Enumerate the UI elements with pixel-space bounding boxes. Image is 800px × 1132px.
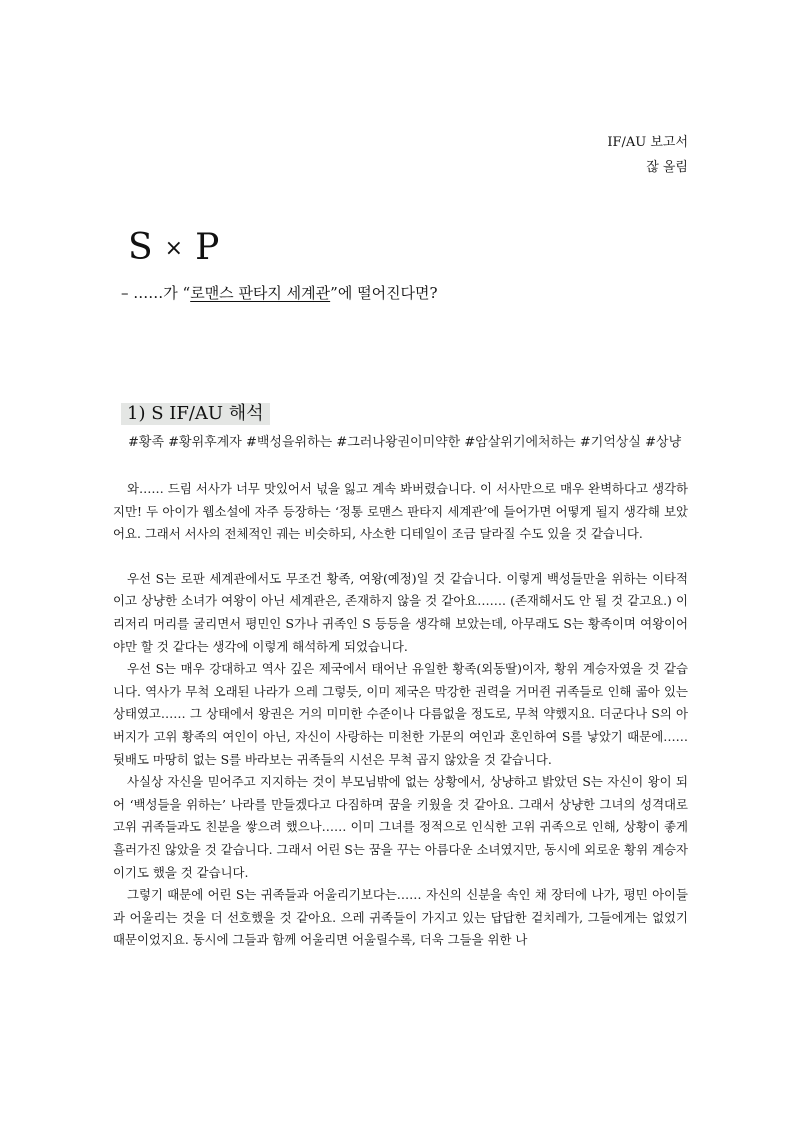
- paragraph: 우선 S는 로판 세계관에서도 무조건 황족, 여왕(예정)일 것 같습니다. 이렇게 백성들만을 위하는 이타적이고 상냥한 소녀가 여왕이 아닌 세계관은, 존재하지 않을 것 같아요……. (존재해서도 안 될 것 같고요.) 이리저리 머리를 굴리면서 평민인 S가나 귀족인 S 등등을 생각해 보았는데, 아무래도 S는 황족이며 여왕이어야만 할 것 같다는 생각에 이렇게 해석하게 되었습니다.: [113, 570, 688, 654]
- subtitle-prefix: – ……가 “: [121, 284, 191, 302]
- section-heading: 1) S IF/AU 해석: [121, 403, 270, 425]
- paragraph: 그렇기 때문에 어린 S는 귀족들과 어울리기보다는…… 자신의 신분을 속인 채 장터에 나가, 평민 아이들과 어울리는 것을 더 선호했을 것 같아요. 으레 귀족들이 가지고 있는 답답한 겉치레가, 그들에게는 없었기 때문이었지요. 동시에 그들과 함께 어울리면 어울릴수록, 더욱 그들을 위한 나: [113, 887, 688, 948]
- title-right: P: [195, 227, 222, 268]
- report-label: IF/AU 보고서: [607, 135, 688, 150]
- times-symbol: ×: [164, 236, 186, 261]
- subtitle: [121, 282, 438, 304]
- body-text: [113, 478, 688, 952]
- hashtag-line: #황족 #황위후계자 #백성을위하는 #그러나왕권이미약한 #암살위기에처하는 #기억상실 #상냥: [128, 435, 682, 450]
- paragraph: 와…… 드림 서사가 너무 맛있어서 넋을 잃고 계속 봐버렸습니다. 이 서사만으로 매우 완벽하다고 생각하지만! 두 아이가 웹소설에 자주 등장하는 ‘정통 로맨스 판타지 세계관’에 들어가면 어떻게 될지 생각해 보았어요. 그래서 서사의 전체적인 궤는 비슷하되, 사소한 디테일이 조금 달라질 수도 있을 것 같습니다.: [113, 481, 688, 542]
- author-line: 잖 올림: [646, 160, 688, 175]
- report-meta: [607, 130, 688, 180]
- subtitle-suffix: ”에 떨어진다면?: [330, 284, 438, 302]
- subtitle-highlight: 로맨스 판타지 세계관: [190, 284, 331, 302]
- title-left: S: [128, 227, 155, 268]
- paragraph: 우선 S는 매우 강대하고 역사 깊은 제국에서 태어난 유일한 황족(외동딸)이자, 황위 계승자였을 것 같습니다. 역사가 무척 오래된 나라가 으레 그렇듯, 이미 제국은 막강한 권력을 거머쥔 귀족들로 인해 곪아 있는 상태였고…… 그 상태에서 왕권은 거의 미미한 수준이나 다름없을 정도로, 무척 약했지요. 더군다나 S의 아버지가 고위 황족의 여인이 아닌, 자신이 사랑하는 미천한 가문의 여인과 혼인하여 S를 낳았기 때문에…… 뒷배도 마땅히 없는 S를 바라보는 귀족들의 시선은 무척 곱지 않았을 것 같습니다.: [113, 661, 688, 767]
- document-title: [128, 228, 221, 273]
- paragraph: 사실상 자신을 믿어주고 지지하는 것이 부모님밖에 없는 상황에서, 상냥하고 밝았던 S는 자신이 왕이 되어 ‘백성들을 위하는’ 나라를 만들겠다고 다짐하며 꿈을 키웠을 것 같아요. 그래서 상냥한 그녀의 성격대로 고위 귀족들과도 친분을 쌓으려 했으나…… 이미 그녀를 정적으로 인식한 고위 귀족으로 인해, 상황이 좋게 흘러가진 않았을 것 같습니다. 그래서 어린 S는 꿈을 꾸는 아름다운 소녀였지만, 동시에 외로운 황위 계승자이기도 했을 것 같습니다.: [113, 774, 688, 880]
